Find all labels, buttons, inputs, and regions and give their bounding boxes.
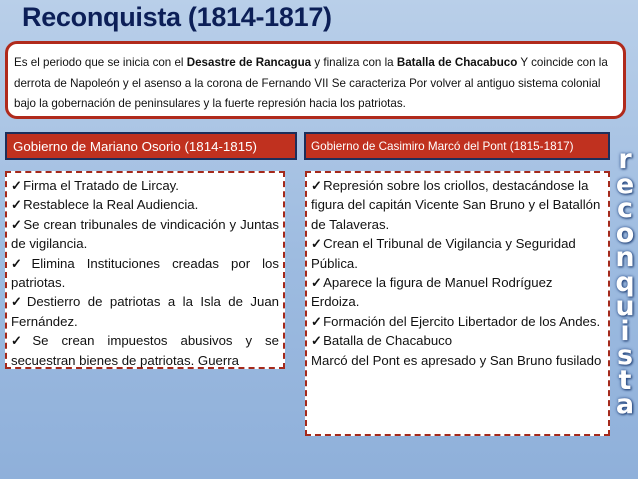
list-item: ✓ Elimina Instituciones creadas por los patriotas.: [11, 254, 279, 293]
side-letter: u: [615, 291, 635, 322]
side-letter: i: [620, 315, 630, 347]
side-letter: r: [618, 144, 632, 175]
intro-bold-rancagua: Desastre de Rancagua: [186, 56, 312, 69]
list-item: ✓ Represión sobre los criollos, destacándose la figura del capitán Vicente San Bruno y el Batallón de Talaveras.: [311, 176, 604, 234]
intro-bold-chacabuco: Batalla de Chacabuco: [396, 56, 518, 69]
intro-box: [5, 41, 626, 119]
intro-text: Es el periodo que se inicia con el: [14, 56, 187, 69]
list-item: ✓ Batalla de Chacabuco: [311, 331, 604, 350]
list-item: ✓ Firma el Tratado de Lircay.: [11, 176, 279, 195]
intro-text: y finaliza con la: [311, 56, 397, 69]
side-letter: q: [615, 266, 635, 298]
list-note: Marcó del Pont es apresado y San Bruno fusilado: [311, 352, 602, 368]
osorio-list: [5, 171, 285, 369]
list-item: ✓ Se crean tribunales de vindicación y Juntas de vigilancia.: [11, 215, 279, 254]
list-item: ✓ Restablece la Real Audiencia.: [11, 195, 279, 214]
marco-del-pont-list: [305, 171, 610, 436]
page-title: Reconquista (1814-1817): [22, 2, 332, 32]
marco-del-pont-header: Gobierno de Casimiro Marcó del Pont (1815-1817): [304, 132, 610, 160]
side-letter: s: [616, 340, 634, 371]
vertical-word-decoration: [612, 144, 638, 420]
osorio-header: Gobierno de Mariano Osorio (1814-1815): [5, 132, 297, 160]
list-item: ✓ Destierro de patriotas a la Isla de Juan Fernández.: [11, 292, 279, 331]
list-item: ✓ Crean el Tribunal de Vigilancia y Seguridad Pública.: [311, 234, 604, 273]
side-letter: a: [615, 389, 635, 420]
intro-text: Y coincide con la derrota de Napoleón y el asenso a la corona de Fernando VII Se caracteriza Por volver al antiguo sistema colonial bajo la gobernación de peninsulares y la fuerte represión hacia los patriotas.: [14, 56, 608, 110]
side-letter: t: [618, 364, 632, 396]
list-item: ✓ Se crean impuestos abusivos y se secuestran bienes de patriotas. Guerra: [11, 331, 279, 370]
side-letter: n: [615, 242, 635, 273]
side-letter: c: [616, 193, 633, 224]
list-item: ✓ Formación del Ejercito Libertador de los Andes.: [311, 312, 604, 331]
list-item: ✓ Aparece la figura de Manuel Rodríguez Erdoiza.: [311, 273, 604, 312]
side-letter: o: [615, 217, 635, 249]
side-letter: e: [615, 168, 635, 200]
